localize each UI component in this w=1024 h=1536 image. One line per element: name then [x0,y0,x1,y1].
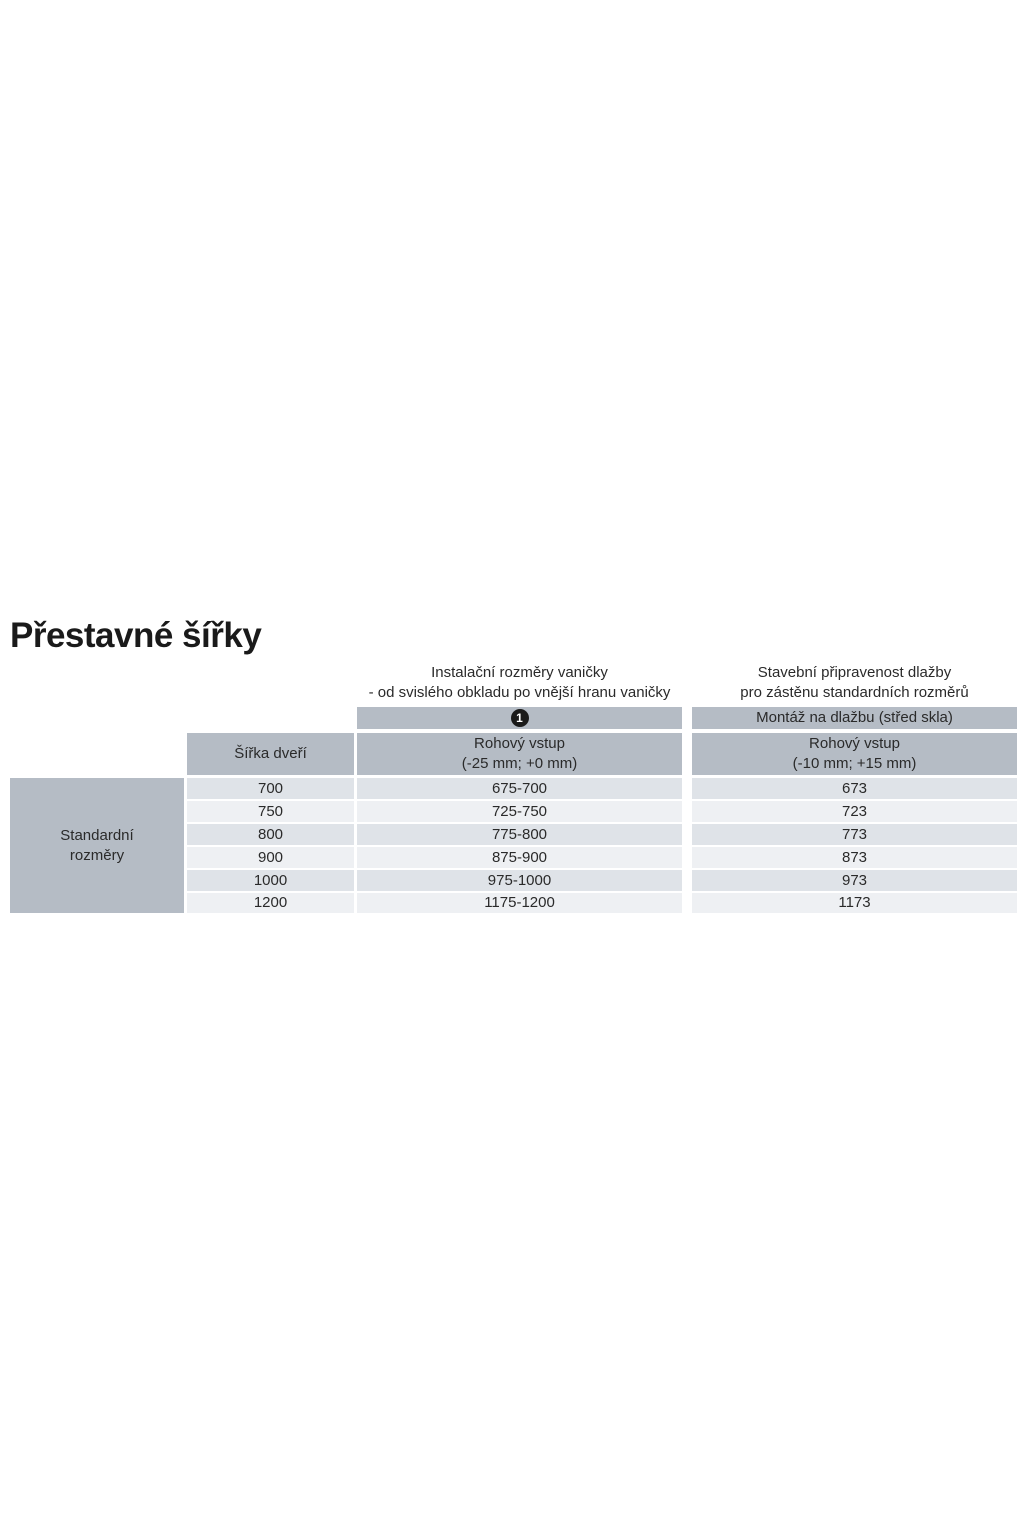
tiling-mounting-label: Montáž na dlažbu (střed skla) [756,709,953,726]
table-cell-tile: 673 [692,778,1017,799]
installation-badge-bar [357,707,682,729]
table-cell-tile: 1173 [692,893,1017,913]
table-cell-install: 975-1000 [357,870,682,891]
number-one-badge-icon: 1 [511,709,529,727]
table-cell-install: 775-800 [357,824,682,845]
table-cell-tile: 723 [692,801,1017,822]
tiling-mounting-bar [692,707,1017,729]
tiling-group-heading [692,662,1017,704]
table-cell-install: 875-900 [357,847,682,868]
table-cell-install: 725-750 [357,801,682,822]
table-cell-install: 1175-1200 [357,893,682,913]
tiling-heading-line2: pro zástěnu standardních rozměrů [740,684,969,701]
table-cell-width: 800 [187,824,354,845]
row-label-line2: rozměry [69,846,125,864]
row-label-standard-sizes [10,778,184,913]
door-width-label: Šířka dveří [234,745,307,762]
installation-heading-line1: Instalační rozměry vaničky [431,664,608,681]
tiling-sub-line2: (-10 mm; +15 mm) [792,755,917,772]
table-cell-install: 675-700 [357,778,682,799]
table-cell-width: 1200 [187,893,354,913]
installation-sub-line2: (-25 mm; +0 mm) [461,755,578,772]
page-title: Přestavné šířky [10,616,262,655]
row-label-line1: Standardní [60,826,134,844]
table-cell-width: 1000 [187,870,354,891]
installation-sub-line1: Rohový vstup [474,735,565,752]
tiling-heading-line1: Stavební připravenost dlažby [757,664,952,681]
installation-subheader [357,733,682,775]
table-cell-width: 900 [187,847,354,868]
table-cell-width: 750 [187,801,354,822]
installation-group-heading [357,662,682,704]
tiling-sub-line1: Rohový vstup [809,735,900,752]
table-cell-width: 700 [187,778,354,799]
installation-heading-line2: - od svislého obkladu po vnější hranu vaničky [368,684,671,701]
column-header-door-width [187,733,354,775]
table-cell-tile: 873 [692,847,1017,868]
table-cell-tile: 973 [692,870,1017,891]
table-cell-tile: 773 [692,824,1017,845]
tiling-subheader [692,733,1017,775]
